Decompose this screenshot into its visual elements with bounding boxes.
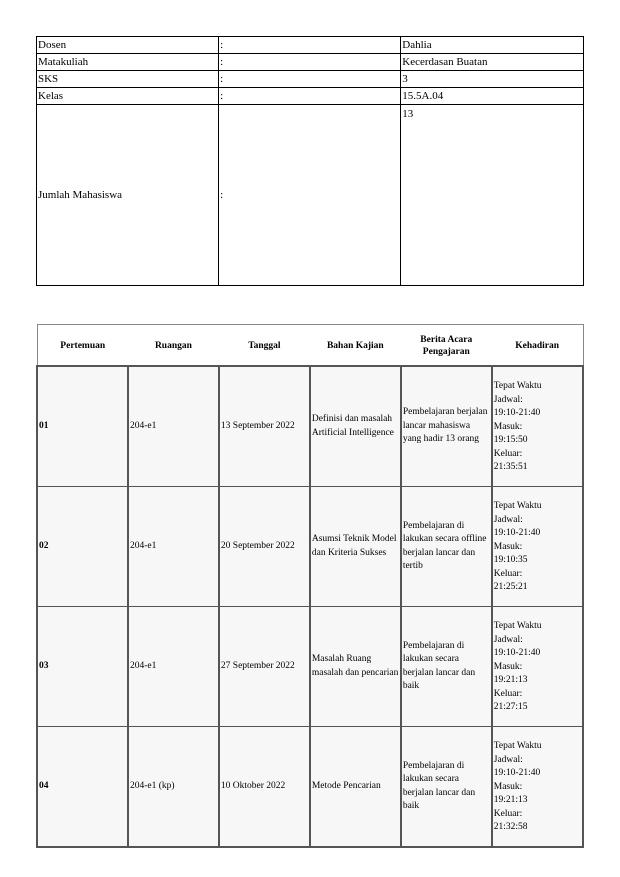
attendance-header-row xyxy=(37,325,583,367)
bahan-cell: Masalah Ruang masalah dan pencarian xyxy=(310,607,401,727)
jadwal-label: Jadwal: xyxy=(493,634,523,645)
info-value: Kecerdasan Buatan xyxy=(401,54,584,71)
masuk-value: 19:21:13 xyxy=(493,675,528,685)
bahan-cell: Metode Pencarian xyxy=(310,727,401,848)
keluar-label: Keluar: xyxy=(493,808,523,819)
table-row xyxy=(37,487,583,607)
berita-cell: Pembelajaran berjalan lancar mahasiswa yang hadir 13 orang xyxy=(401,366,492,487)
bahan-cell: Asumsi Teknik Model dan Kriteria Sukses xyxy=(310,487,401,607)
ruangan-cell: 204-e1 xyxy=(128,366,219,487)
kehadiran-cell xyxy=(492,607,583,727)
info-row-jumlah-mahasiswa xyxy=(37,105,584,286)
info-value: 15.5A.04 xyxy=(401,88,584,105)
kehadiran-status: Tepat Waktu xyxy=(493,381,542,391)
info-separator: : xyxy=(219,37,401,54)
course-info-table xyxy=(36,36,584,286)
tanggal-cell: 27 September 2022 xyxy=(219,607,310,727)
jadwal-value: 19:10-21:40 xyxy=(493,648,541,658)
kehadiran-cell xyxy=(492,366,583,487)
info-value: Dahlia xyxy=(401,37,584,54)
tanggal-cell: 13 September 2022 xyxy=(219,366,310,487)
pertemuan-cell: 03 xyxy=(37,607,128,727)
info-label: Matakuliah xyxy=(37,54,219,71)
info-row-dosen xyxy=(37,37,584,54)
masuk-value: 19:15:50 xyxy=(493,435,528,445)
pertemuan-cell: 04 xyxy=(37,727,128,848)
info-row-matakuliah xyxy=(37,54,584,71)
ruangan-cell: 204-e1 xyxy=(128,487,219,607)
keluar-value: 21:35:51 xyxy=(493,462,528,472)
kehadiran-status: Tepat Waktu xyxy=(493,501,542,511)
info-label: Dosen xyxy=(37,37,219,54)
table-row xyxy=(37,366,583,487)
tanggal-cell: 20 September 2022 xyxy=(219,487,310,607)
info-row-sks xyxy=(37,71,584,88)
header-tanggal: Tanggal xyxy=(219,325,310,367)
info-label: Kelas xyxy=(37,88,219,105)
berita-cell: Pembelajaran di lakukan secara berjalan lancar dan baik xyxy=(401,727,492,848)
ruangan-cell: 204-e1 (kp) xyxy=(128,727,219,848)
table-row xyxy=(37,727,583,848)
info-value: 13 xyxy=(401,105,584,286)
info-separator: : xyxy=(219,105,401,286)
header-ruangan: Ruangan xyxy=(128,325,219,367)
kehadiran-cell xyxy=(492,487,583,607)
keluar-value: 21:25:21 xyxy=(493,582,528,592)
info-row-kelas xyxy=(37,88,584,105)
ruangan-cell: 204-e1 xyxy=(128,607,219,727)
table-row xyxy=(37,607,583,727)
masuk-value: 19:21:13 xyxy=(493,795,528,805)
keluar-label: Keluar: xyxy=(493,688,523,699)
masuk-label: Masuk: xyxy=(493,781,523,792)
masuk-value: 19:10:35 xyxy=(493,555,528,565)
info-value: 3 xyxy=(401,71,584,88)
keluar-label: Keluar: xyxy=(493,568,523,579)
header-berita-acara: Berita Acara Pengajaran xyxy=(401,325,492,367)
header-pertemuan: Pertemuan xyxy=(37,325,128,367)
header-kehadiran: Kehadiran xyxy=(492,325,583,367)
berita-cell: Pembelajaran di lakukan secara offline berjalan lancar dan tertib xyxy=(401,487,492,607)
info-separator: : xyxy=(219,88,401,105)
berita-cell: Pembelajaran di lakukan secara berjalan lancar dan baik xyxy=(401,607,492,727)
kehadiran-status: Tepat Waktu xyxy=(493,621,542,631)
table-continuation-line-right xyxy=(583,800,584,805)
pertemuan-cell: 02 xyxy=(37,487,128,607)
bahan-cell: Definisi dan masalah Artificial Intelligence xyxy=(310,366,401,487)
kehadiran-status: Tepat Waktu xyxy=(493,741,542,751)
pertemuan-cell: 01 xyxy=(37,366,128,487)
info-label: Jumlah Mahasiswa xyxy=(37,105,219,286)
jadwal-value: 19:10-21:40 xyxy=(493,408,541,418)
table-continuation-line-left xyxy=(36,800,37,805)
info-separator: : xyxy=(219,54,401,71)
keluar-value: 21:32:58 xyxy=(493,822,528,832)
jadwal-value: 19:10-21:40 xyxy=(493,528,541,538)
masuk-label: Masuk: xyxy=(493,541,523,552)
jadwal-value: 19:10-21:40 xyxy=(493,768,541,778)
info-separator: : xyxy=(219,71,401,88)
jadwal-label: Jadwal: xyxy=(493,394,523,405)
header-bahan-kajian: Bahan Kajian xyxy=(310,325,401,367)
info-label: SKS xyxy=(37,71,219,88)
keluar-value: 21:27:15 xyxy=(493,702,528,712)
tanggal-cell: 10 Oktober 2022 xyxy=(219,727,310,848)
keluar-label: Keluar: xyxy=(493,448,523,459)
jadwal-label: Jadwal: xyxy=(493,754,523,765)
jadwal-label: Jadwal: xyxy=(493,514,523,525)
kehadiran-cell xyxy=(492,727,583,848)
attendance-table xyxy=(36,324,584,848)
masuk-label: Masuk: xyxy=(493,661,523,672)
masuk-label: Masuk: xyxy=(493,421,523,432)
